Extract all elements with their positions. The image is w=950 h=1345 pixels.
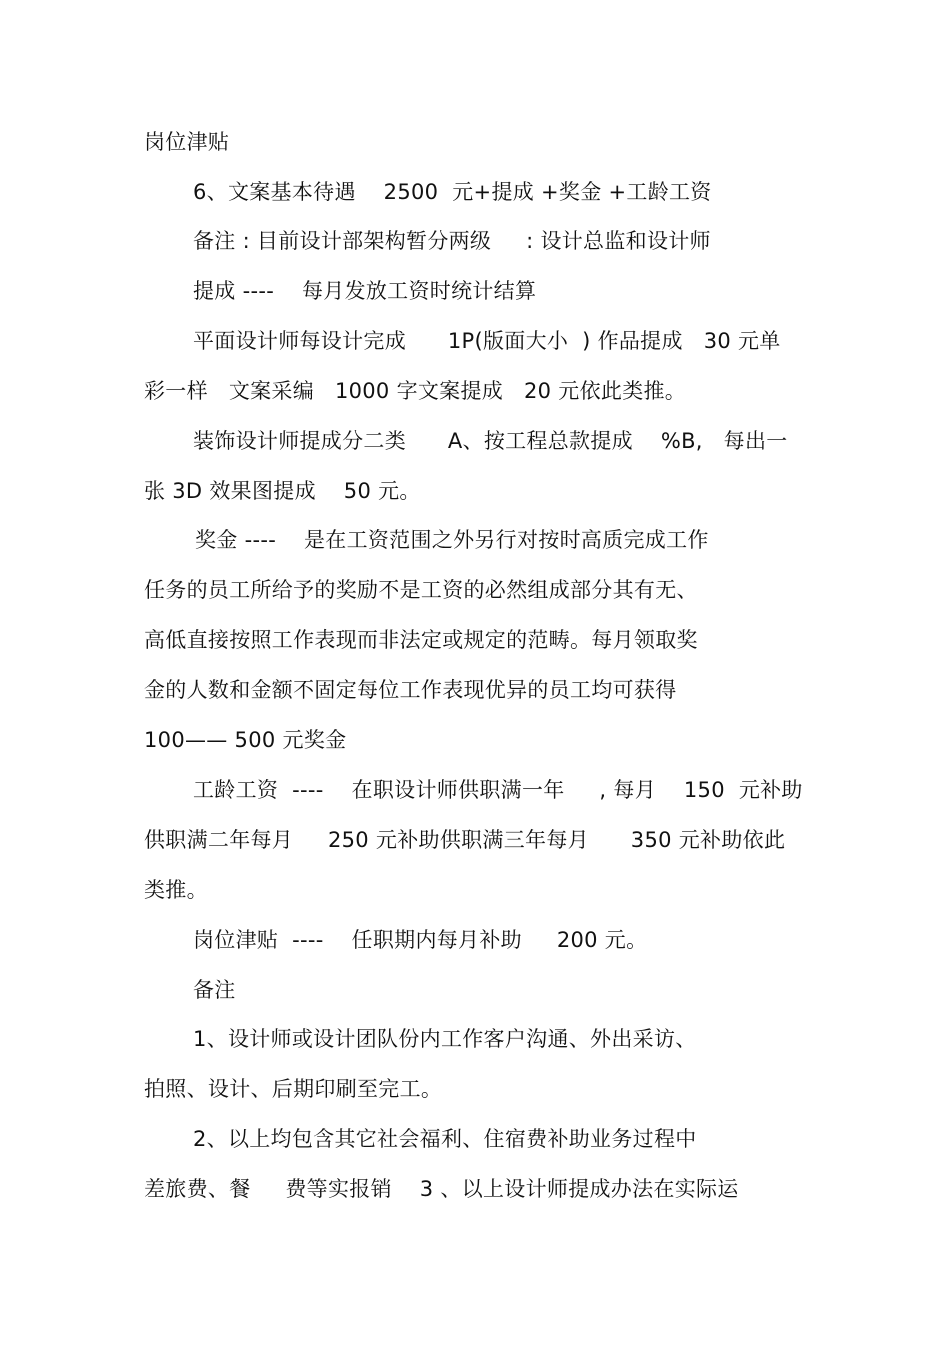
text-line: 奖金 ---- 是在工资范围之外另行对按时高质完成工作 bbox=[195, 528, 709, 552]
text-line: 备注 : 目前设计部架构暂分两级 : 设计总监和设计师 bbox=[193, 229, 711, 253]
text-line: 备注 bbox=[193, 978, 236, 1002]
text-line: 高低直接按照工作表现而非法定或规定的范畴。每月领取奖 bbox=[144, 628, 698, 652]
text-line: 张 3D 效果图提成 50 元。 bbox=[144, 479, 421, 503]
text-line: 拍照、设计、后期印刷至完工。 bbox=[144, 1077, 443, 1101]
text-line: 平面设计师每设计完成 1P(版面大小 ) 作品提成 30 元单 bbox=[193, 329, 781, 353]
text-line: 差旅费、餐 费等实报销 3 、以上设计师提成办法在实际运 bbox=[144, 1177, 739, 1201]
text-line: 工龄工资 ---- 在职设计师供职满一年 , 每月 150 元补助 bbox=[193, 778, 803, 802]
text-line: 彩一样 文案采编 1000 字文案提成 20 元依此类推。 bbox=[144, 379, 687, 403]
text-line: 1、设计师或设计团队份内工作客户沟通、外出采访、 bbox=[193, 1027, 697, 1051]
text-line: 100—— 500 元奖金 bbox=[144, 728, 347, 752]
text-line: 金的人数和金额不固定每位工作表现优异的员工均可获得 bbox=[144, 678, 677, 702]
text-line: 2、以上均包含其它社会福利、住宿费补助业务过程中 bbox=[193, 1127, 697, 1151]
text-line: 类推。 bbox=[144, 878, 208, 902]
text-line: 6、文案基本待遇 2500 元+提成 +奖金 +工龄工资 bbox=[193, 180, 712, 204]
text-line: 岗位津贴 ---- 任职期内每月补助 200 元。 bbox=[193, 928, 648, 952]
text-line: 任务的员工所给予的奖励不是工资的必然组成部分其有无、 bbox=[144, 578, 698, 602]
text-line: 供职满二年每月 250 元补助供职满三年每月 350 元补助依此 bbox=[144, 828, 786, 852]
text-line: 岗位津贴 bbox=[144, 130, 230, 154]
text-line: 提成 ---- 每月发放工资时统计结算 bbox=[193, 279, 537, 303]
text-line: 装饰设计师提成分二类 A、按工程总款提成 %B, 每出一 bbox=[193, 429, 788, 453]
